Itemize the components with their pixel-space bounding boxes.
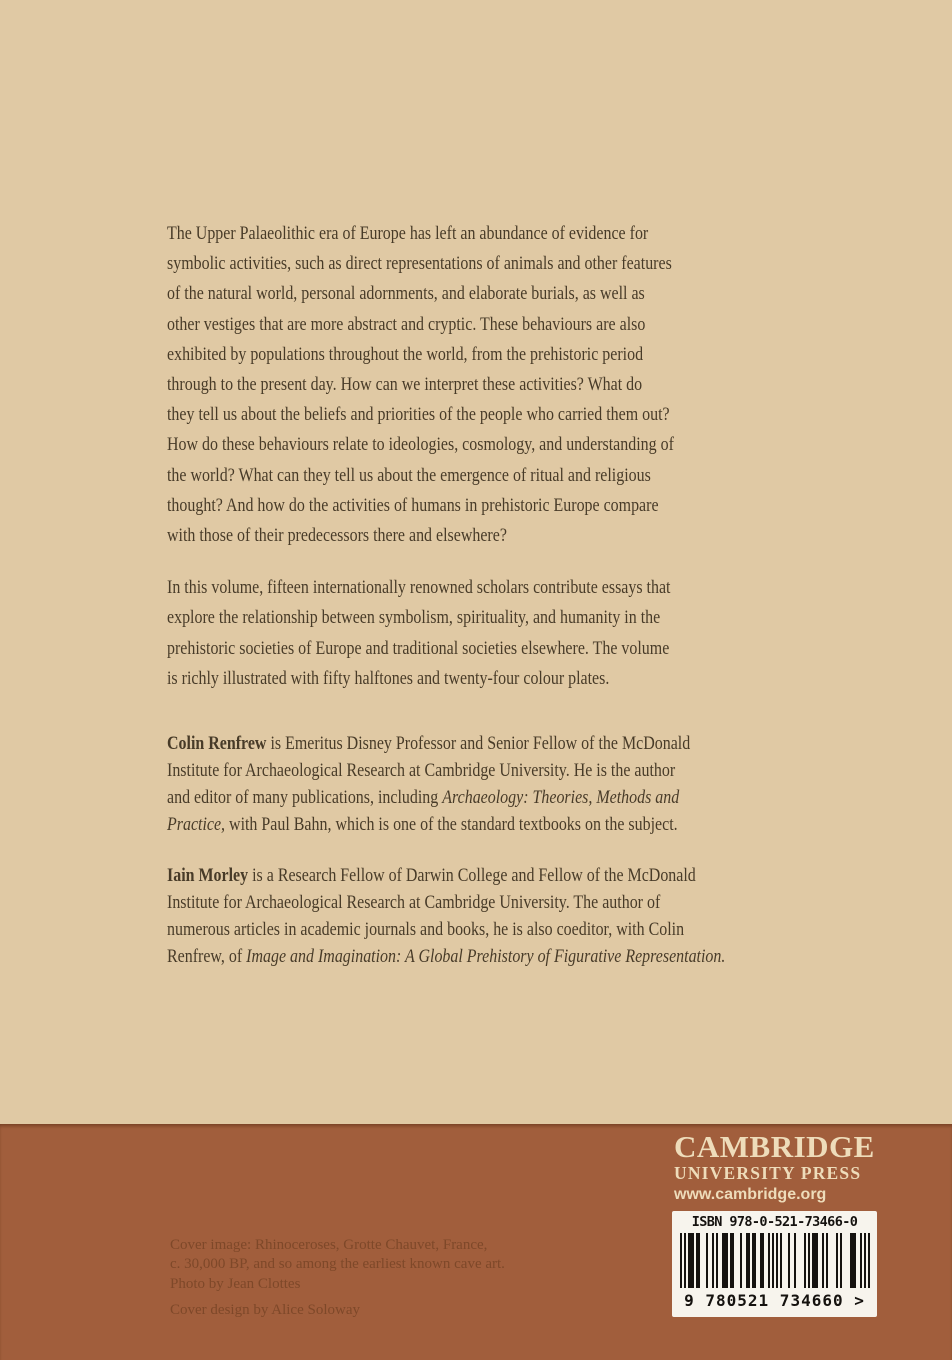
- text-line: Institute for Archaeological Research at Cambridge University. The author of: [167, 892, 661, 914]
- text-line: Institute for Archaeological Research at Cambridge University. He is the author: [167, 760, 676, 782]
- text-line: prehistoric societies of Europe and traditional societies elsewhere. The volume: [167, 637, 670, 659]
- text-line: explore the relationship between symbolism, spirituality, and humanity in the: [167, 607, 661, 629]
- credit-line: Cover image: Rhinoceroses, Grotte Chauvet, France,: [170, 1237, 488, 1253]
- paragraph: [167, 730, 832, 838]
- text-line: with those of their predecessors there and elsewhere?: [167, 525, 507, 547]
- cover-design-credit: Cover design by Alice Soloway: [170, 1302, 360, 1319]
- cover-image-credit: [170, 1236, 505, 1294]
- text-line: numerous articles in academic journals and books, he is also coeditor, with Colin: [167, 919, 685, 941]
- text-line: other vestiges that are more abstract and cryptic. These behaviours are also: [167, 313, 646, 335]
- text-line: thought? And how do the activities of humans in prehistoric Europe compare: [167, 494, 659, 516]
- paragraph: [167, 862, 832, 970]
- blurb: [167, 219, 832, 970]
- barcode-bars: [680, 1233, 870, 1288]
- text-line: How do these behaviours relate to ideologies, cosmology, and understanding of: [167, 434, 674, 456]
- text-line: Practice, with Paul Bahn, which is one of the standard textbooks on the subject.: [167, 814, 678, 836]
- publisher-band: [0, 1124, 952, 1360]
- text-line: is richly illustrated with fifty halftones and twenty-four colour plates.: [167, 667, 610, 689]
- text-line: and editor of many publications, including Archaeology: Theories, Methods and: [167, 787, 680, 809]
- paragraph: [167, 219, 832, 551]
- text-line: Iain Morley is a Research Fellow of Darwin College and Fellow of the McDonald: [167, 865, 696, 887]
- paragraph: [167, 573, 832, 694]
- isbn-label: ISBN 978-0-521-73466-0: [691, 1214, 858, 1230]
- text-line: of the natural world, personal adornments, and elaborate burials, as well as: [167, 283, 645, 305]
- credit-line: Photo by Jean Clottes: [170, 1275, 301, 1292]
- text-line: through to the present day. How can we interpret these activities? What do: [167, 374, 643, 396]
- cover-credits: [170, 1236, 505, 1321]
- text-line: exhibited by populations throughout the world, from the prehistoric period: [167, 343, 644, 365]
- text-line: they tell us about the beliefs and priorities of the people who carried them out?: [167, 404, 670, 426]
- credit-line: c. 30,000 BP, and so among the earliest known cave art.: [170, 1256, 505, 1273]
- publisher-block: [674, 1130, 875, 1204]
- publisher-website: www.cambridge.org: [674, 1186, 827, 1203]
- text-line: In this volume, fifteen internationally renowned scholars contribute essays that: [167, 577, 671, 599]
- publisher-name: CAMBRIDGE: [674, 1129, 875, 1164]
- text-line: The Upper Palaeolithic era of Europe has left an abundance of evidence for: [167, 223, 649, 244]
- barcode-digits: 9 780521 734660 >: [684, 1291, 865, 1310]
- publisher-subname: UNIVERSITY PRESS: [674, 1163, 862, 1183]
- text-line: Renfrew, of Image and Imagination: A Global Prehistory of Figurative Representation.: [167, 946, 726, 968]
- text-line: Colin Renfrew is Emeritus Disney Professor and Senior Fellow of the McDonald: [167, 733, 691, 755]
- isbn-barcode: [672, 1211, 877, 1317]
- text-line: the world? What can they tell us about the emergence of ritual and religious: [167, 464, 651, 486]
- text-line: symbolic activities, such as direct representations of animals and other features: [167, 253, 672, 275]
